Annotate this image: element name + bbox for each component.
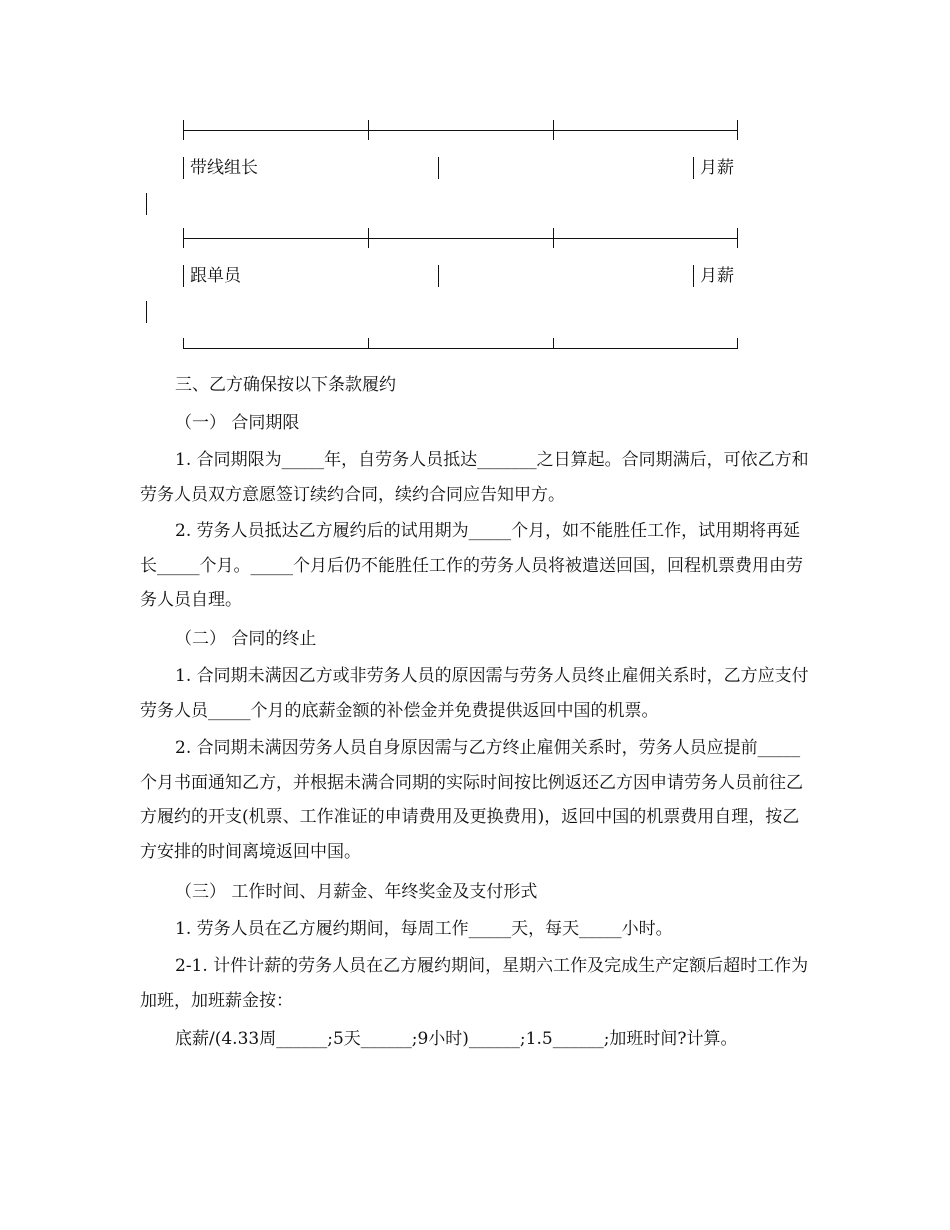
table-border-bottom	[184, 348, 738, 349]
table-tick	[553, 120, 554, 140]
row-divider	[183, 265, 184, 287]
row-left-mark	[146, 193, 147, 215]
subsection-1-heading: （一） 合同期限	[175, 413, 300, 433]
table-tick	[183, 338, 184, 349]
table-cell-role: 带线组长	[190, 158, 258, 178]
paragraph-overtime: 2-1. 计件计薪的劳务人员在乙方履约期间，星期六工作及完成生产定额后超时工作为加班，加班薪金按：	[140, 956, 809, 1011]
paragraph-overtime-formula: 底薪/(4.33周______;5天______;9小时)______;1.5______;加班时间?计算。	[175, 1029, 738, 1049]
table-tick	[737, 228, 738, 248]
row-divider	[693, 265, 694, 287]
table-cell-salary: 月薪	[700, 266, 734, 286]
table-tick	[368, 228, 369, 248]
table-border-top	[184, 130, 738, 131]
table-cell-salary: 月薪	[700, 158, 734, 178]
salary-table	[0, 0, 950, 360]
subsection-3-heading: （三） 工作时间、月薪金、年终奖金及支付形式	[175, 882, 538, 902]
paragraph-termination-by-employer: 1. 合同期未满因乙方或非劳务人员的原因需与劳务人员终止雇佣关系时，乙方应支付劳务人员_____个月的底薪金额的补偿金并免费提供返回中国的机票。	[140, 666, 809, 721]
table-tick	[368, 338, 369, 349]
paragraph-probation: 2. 劳务人员抵达乙方履约后的试用期为_____个月，如不能胜任工作，试用期将再延长_____个月。_____个月后仍不能胜任工作的劳务人员将被遣送回国，回程机票费用由劳务人员自理。	[140, 521, 803, 610]
table-tick	[553, 228, 554, 248]
table-tick	[183, 120, 184, 140]
row-divider	[693, 157, 694, 179]
paragraph-termination-by-worker: 2. 合同期未满因劳务人员自身原因需与乙方终止雇佣关系时，劳务人员应提前_____个月书面通知乙方，并根据未满合同期的实际时间按比例返还乙方因申请劳务人员前往乙方履约的开支(机票、工作准证的申请费用及更换费用)，返回中国的机票费用自理，按乙方安排的时间离境返回中国。	[140, 738, 803, 862]
table-tick	[183, 228, 184, 248]
row-divider	[438, 265, 439, 287]
paragraph-working-hours: 1. 劳务人员在乙方履约期间，每周工作_____天，每天_____小时。	[175, 919, 673, 939]
paragraph-contract-term: 1. 合同期限为_____年，自劳务人员抵达_______之日算起。合同期满后，可依乙方和劳务人员双方意愿签订续约合同，续约合同应告知甲方。	[140, 450, 809, 505]
table-border-middle	[184, 238, 738, 239]
row-divider	[183, 157, 184, 179]
table-tick	[553, 338, 554, 349]
subsection-2-heading: （二） 合同的终止	[175, 629, 317, 649]
table-cell-role: 跟单员	[190, 266, 241, 286]
table-tick	[737, 120, 738, 140]
section-3-heading: 三、乙方确保按以下条款履约	[175, 375, 396, 395]
table-tick	[737, 338, 738, 349]
table-tick	[368, 120, 369, 140]
row-left-mark	[146, 301, 147, 323]
row-divider	[438, 157, 439, 179]
